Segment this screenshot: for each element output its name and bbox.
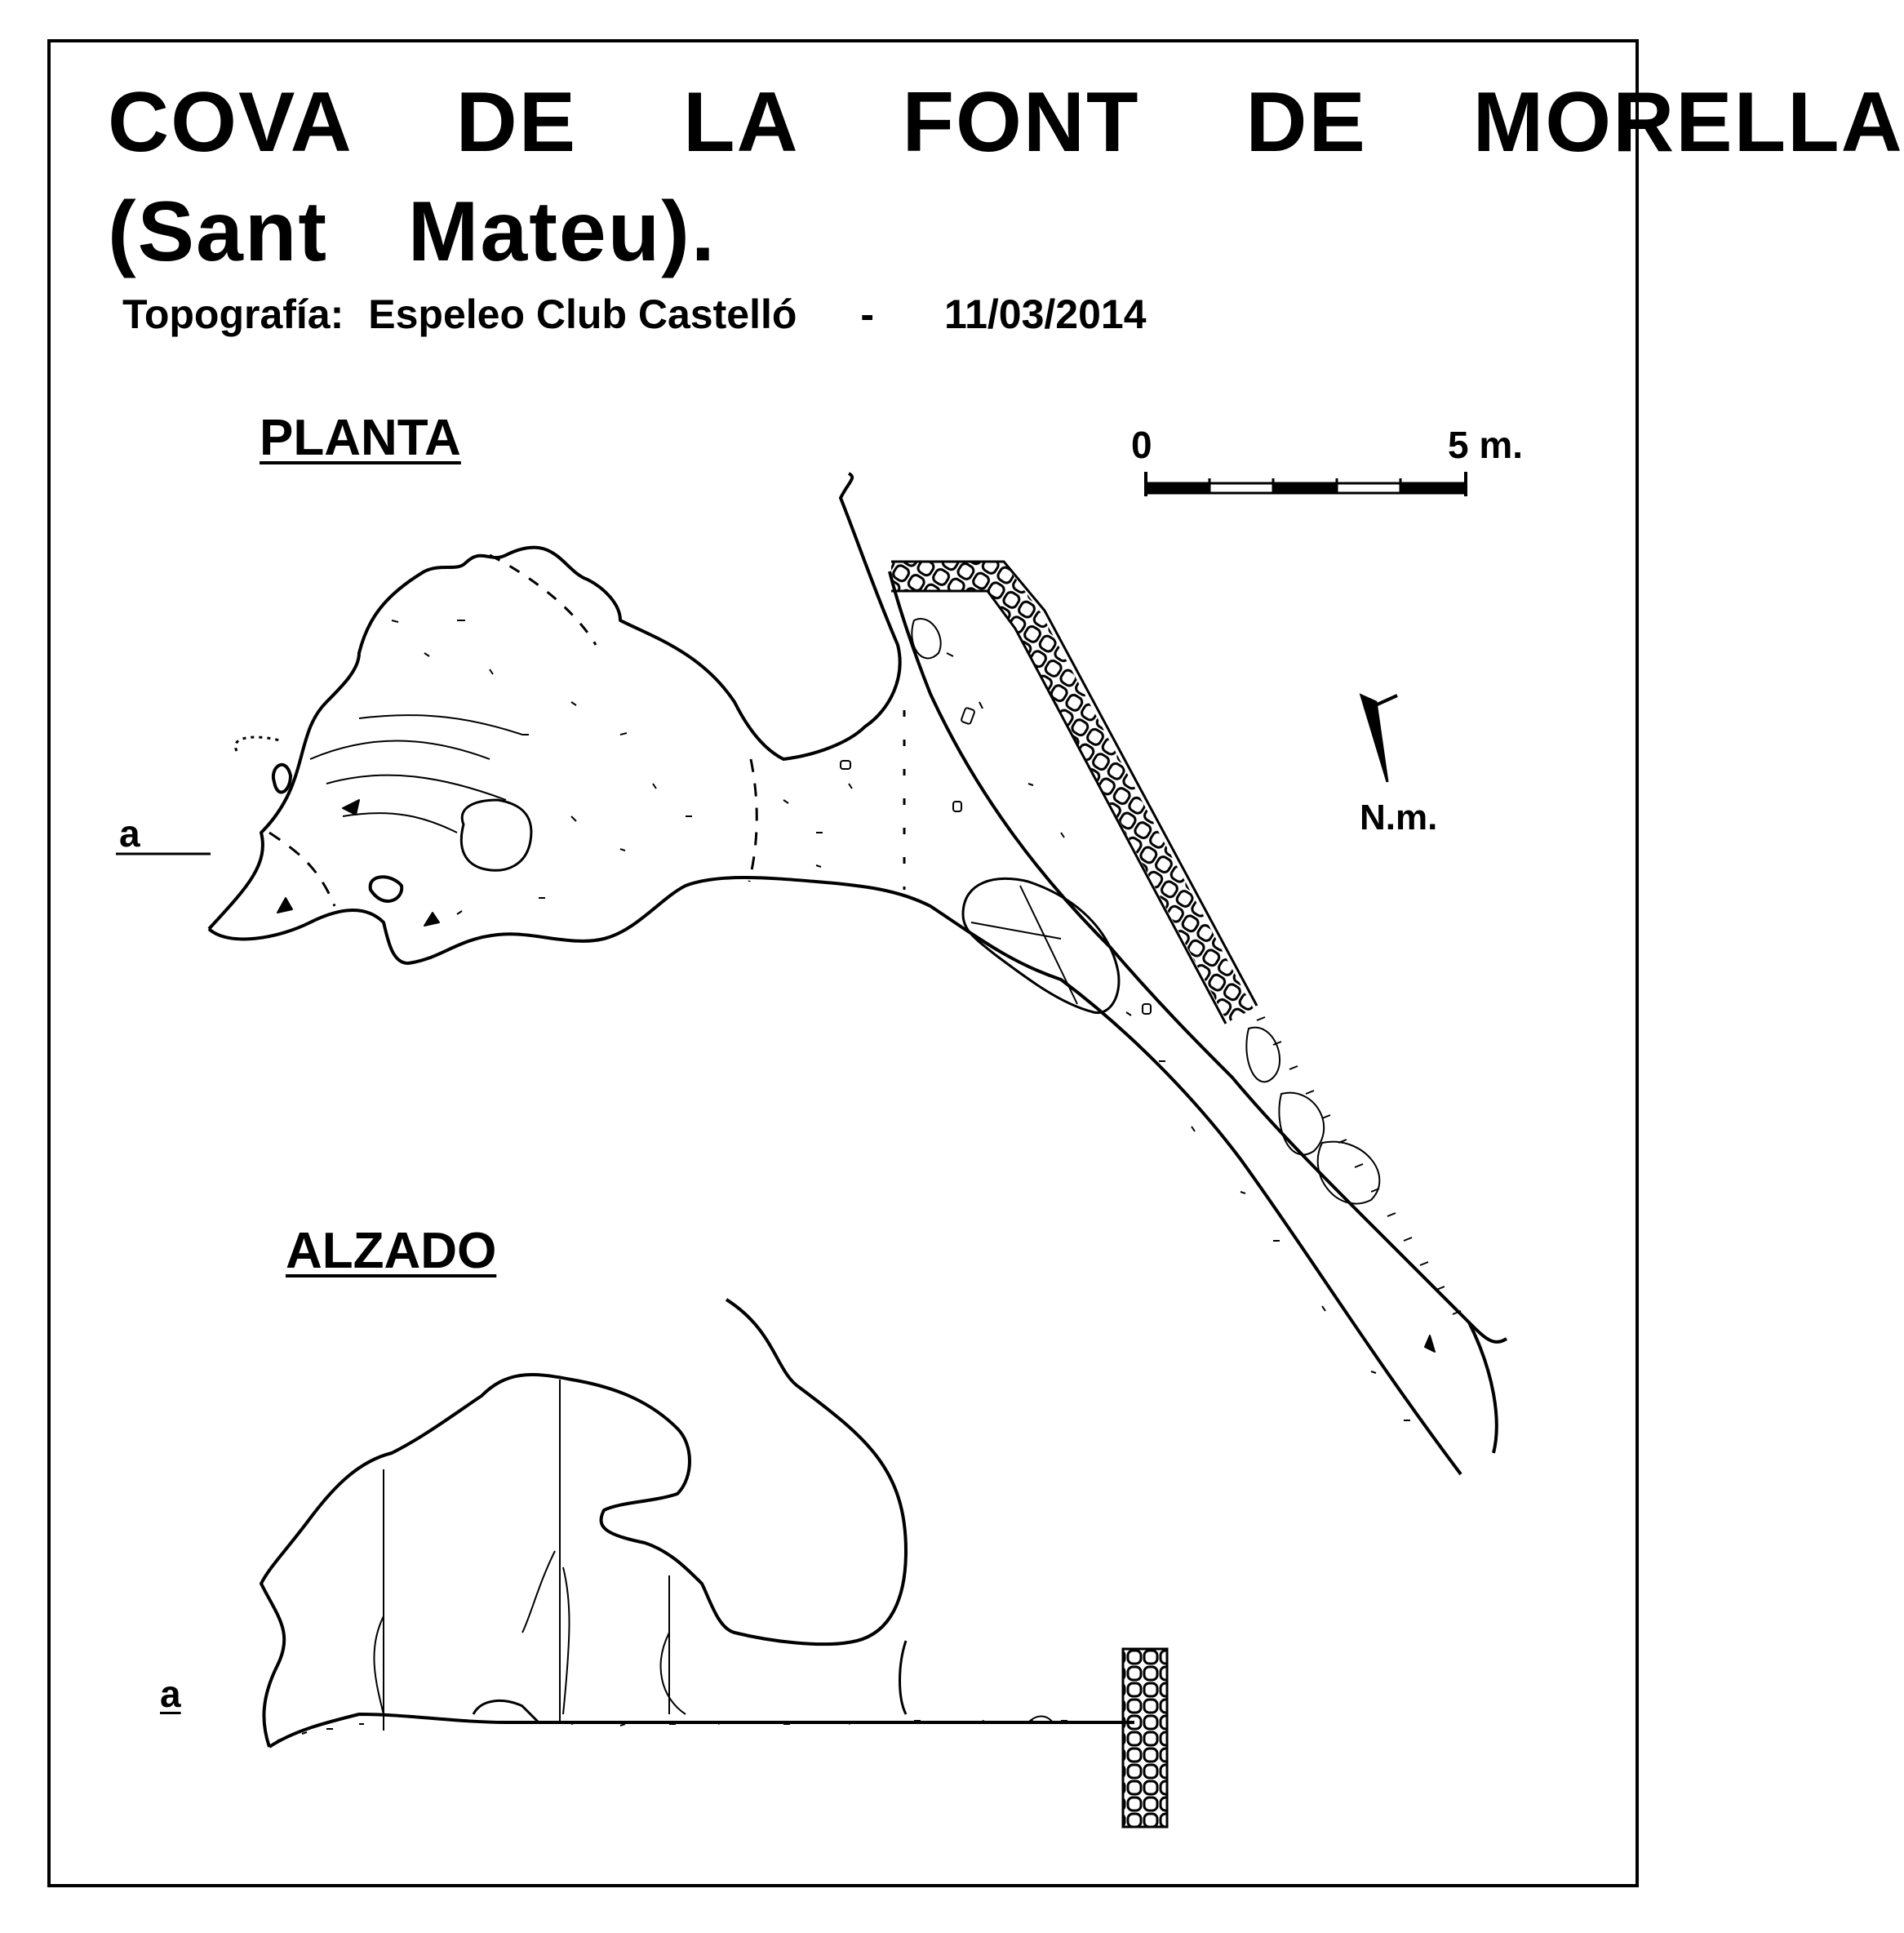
plan-section-mark: a: [119, 812, 140, 855]
north-label: N.m.: [1360, 798, 1438, 838]
magnetic-north-arrow-icon: [1361, 695, 1397, 782]
elevation-floor-detail: [277, 1717, 1067, 1741]
plan-heading: PLANTA: [260, 410, 461, 466]
credits-organization: Espeleo Club Castelló: [368, 291, 797, 337]
map-title: COVA DE LA FONT DE MORELLA: [108, 75, 1904, 170]
scale-bar: [1146, 472, 1466, 496]
elevation-section-mark: a: [160, 1673, 181, 1715]
scale-start-label: 0: [1131, 424, 1152, 466]
credits-date: 11/03/2014: [944, 291, 1147, 337]
map-subtitle: (Sant Mateu).: [108, 184, 717, 279]
scale-end-label: 5 m.: [1448, 424, 1524, 466]
elevation-heading: ALZADO: [286, 1223, 497, 1279]
plan-wall-hachures: [1257, 1017, 1461, 1314]
elevation-stone-wall: [1123, 1649, 1167, 1827]
plan-floor-detail: [310, 619, 1410, 1420]
cave-elevation: [261, 1300, 1134, 1747]
plan-stone-wall: [891, 562, 1257, 1024]
cave-plan: [209, 473, 1507, 1474]
credits-separator: -: [860, 291, 875, 337]
credits-label: Topografía:: [122, 291, 344, 337]
